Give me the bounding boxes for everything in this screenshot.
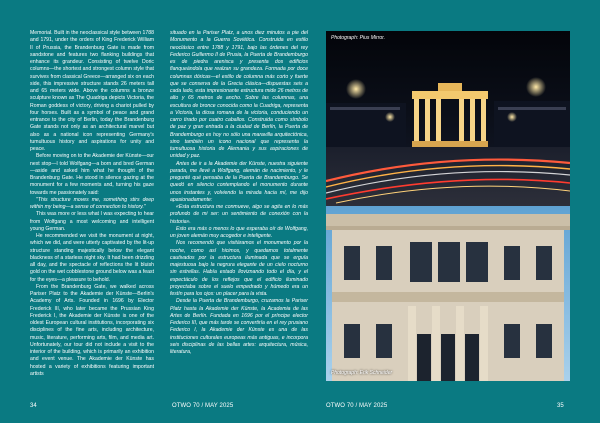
facade-illustration bbox=[326, 206, 570, 381]
page-number-right: 35 bbox=[557, 403, 564, 409]
paragraph: Nos recomendó que visitáramos el monumento por la noche, como así hicimos, y quedamos totalmente cautivados por la estructura iluminada que se erguía majestuosa bajo la negrura elegante de un cielo nocturno sin estrellas. Había estado lloviznando todo el día, y el espectáculo de los reflejos que el edificio iluminado proyectaba sobre el suelo empedrado y húmedo era un festín para los ojos: un placer para la vista. bbox=[170, 240, 308, 297]
paragraph: «Esta estructura me conmueve, algo se agita en lo más profundo de mi ser: un sentimiento de conexión con la historia». bbox=[170, 204, 308, 225]
issue-label-left: OTWO 70 / MAY 2025 bbox=[172, 403, 234, 409]
page-number-left: 34 bbox=[30, 403, 37, 409]
paragraph: situado en la Pariser Platz, a unos diez minutos a pie del Monumento a la Guerra Soviética. Construida en estilo neoclásico entre 1788 y 1791, bajo las órdenes del rey Federico Guillermo II de Prusia, la Puerta de Brandemburgo es de piedra arenisca y presenta dos edificios flanqueándola que realzan su grandeza. Formada por doce columnas dóricas—el estilo de columna más corto y fuerte que se conserva de la Grecia clásica—dispuestas seis a cada lado, esta impresionante estructura mide 26 metros de alto y 65 metros de ancho. Sobre las columnas, una escultura de bronce conocida como la Cuadriga, representa a Victoria, la diosa romana de la victoria, conduciendo un carro tirado por cuatro caballos. Construida como símbolo de paz y gran entrada a la ciudad de Berlín, la Puerta de Brandemburgo es hoy no sólo una maravilla arquitectónica, sino también un icono nacional que representa la tumultuosa historia de Alemania y sus aspiraciones de unidad y paz. bbox=[170, 30, 308, 160]
spanish-text-column bbox=[170, 30, 308, 356]
photo-credit: Photograph: Pius Mirror. bbox=[331, 35, 386, 41]
paragraph: "This structure moves me, something stirs deep within my being—a sense of connection to history." bbox=[30, 196, 154, 210]
english-text-column bbox=[30, 30, 154, 378]
paragraph: From the Brandenburg Gate, we walked across Pariser Platz to the Akademie der Künste—Berlin's Academy of Arts. Founded in 1696 by Elector Frederick III, who later became the Prussian King Frederick I, the Akademie der Künste is one of the oldest European cultural institutions, incorporating six disciplines of the fine arts, including architecture, music, literature, performing arts, film, and media art. Unfortunately, our tour did not include a visit to the interior of the building, which is primarily an exhibition and event venue. The Akademie der Künste has hosted a variety of exhibitions featuring important artists bbox=[30, 283, 154, 377]
paragraph: Before moving on to the Akademie der Künste—our next stop—I told Wolfgang—a born and bred German—aside and asked him what he thought of the Brandenburg Gate. He stood in silence gazing at the monument for a few moments and, turning his gaze towards me passionately said: bbox=[30, 153, 154, 196]
night-scene-illustration bbox=[326, 31, 570, 206]
paragraph: Esto era más o menos lo que esperaba oír de Wolfgang, un joven alemán muy acogedor e inteligente. bbox=[170, 225, 308, 239]
paragraph: This was more or less what I was expecting to hear from Wolfgang a most welcoming and intelligent young German. bbox=[30, 211, 154, 232]
paragraph: Memorial. Built in the neoclassical style between 1788 and 1791, under the orders of King Frederick William II of Prussia, the Brandenburg Gate is made from sandstone and features two flanking buildings that enhance its grandeur. Consisting of twelve Doric columns—the shortest and strongest column style that survives from classical Greece—arranged six on each side, this impressive structure stands 26 meters tall and 65 meters wide. Above the columns a bronze sculpture known as The Quadriga depicts Victoria, the Roman goddess of victory, driving a chariot pulled by four horses. Built as a symbol of peace and grand entrance to the city of Berlin, today the Brandenburg Gate stands not only as an architectural marvel but also as a national icon representing Germany's tumultuous history and aspirations for unity and peace. bbox=[30, 30, 154, 152]
museum-facade-photo bbox=[326, 206, 570, 381]
issue-label-right: OTWO 70 / MAY 2025 bbox=[326, 403, 388, 409]
paragraph: He recommended we visit the monument at night, which we did, and were utterly captivated by the lit-up structure standing majestically below the elegant blackness of a starless night sky. It had been drizzling all day, and the spectacle of reflections the lit bluish gold on the wet cobblestone ground below was a feast for the eyes—a pleasure to behold. bbox=[30, 233, 154, 283]
paragraph: Antes de ir a la Akademie der Künste, nuestra siguiente parada, me llevé a Wolfgang, alemán de nacimiento, y le pregunté qué pensaba de la Puerta de Brandemburgo. Se quedó en silencio contemplando el monumento durante unos instantes y, volviendo la mirada hacia mí, me dijo apasionadamente: bbox=[170, 160, 308, 203]
paragraph: Desde la Puerta de Brandemburgo, cruzamos la Pariser Platz hasta la Akademie der Künste, la Academia de las Artes de Berlín. Fundada en 1696 por el príncipe elector Federico III, que más tarde se convertiría en el rey prusiano Federico I, la Akademie der Künste es una de las instituciones culturales europeas más antiguas, e incorpora seis disciplinas de las bellas artes: arquitectura, música, literatura, bbox=[170, 298, 308, 355]
photo-credit: Photograph: Erik Schneider bbox=[331, 370, 393, 376]
brandenburg-gate-night-photo bbox=[326, 31, 570, 206]
